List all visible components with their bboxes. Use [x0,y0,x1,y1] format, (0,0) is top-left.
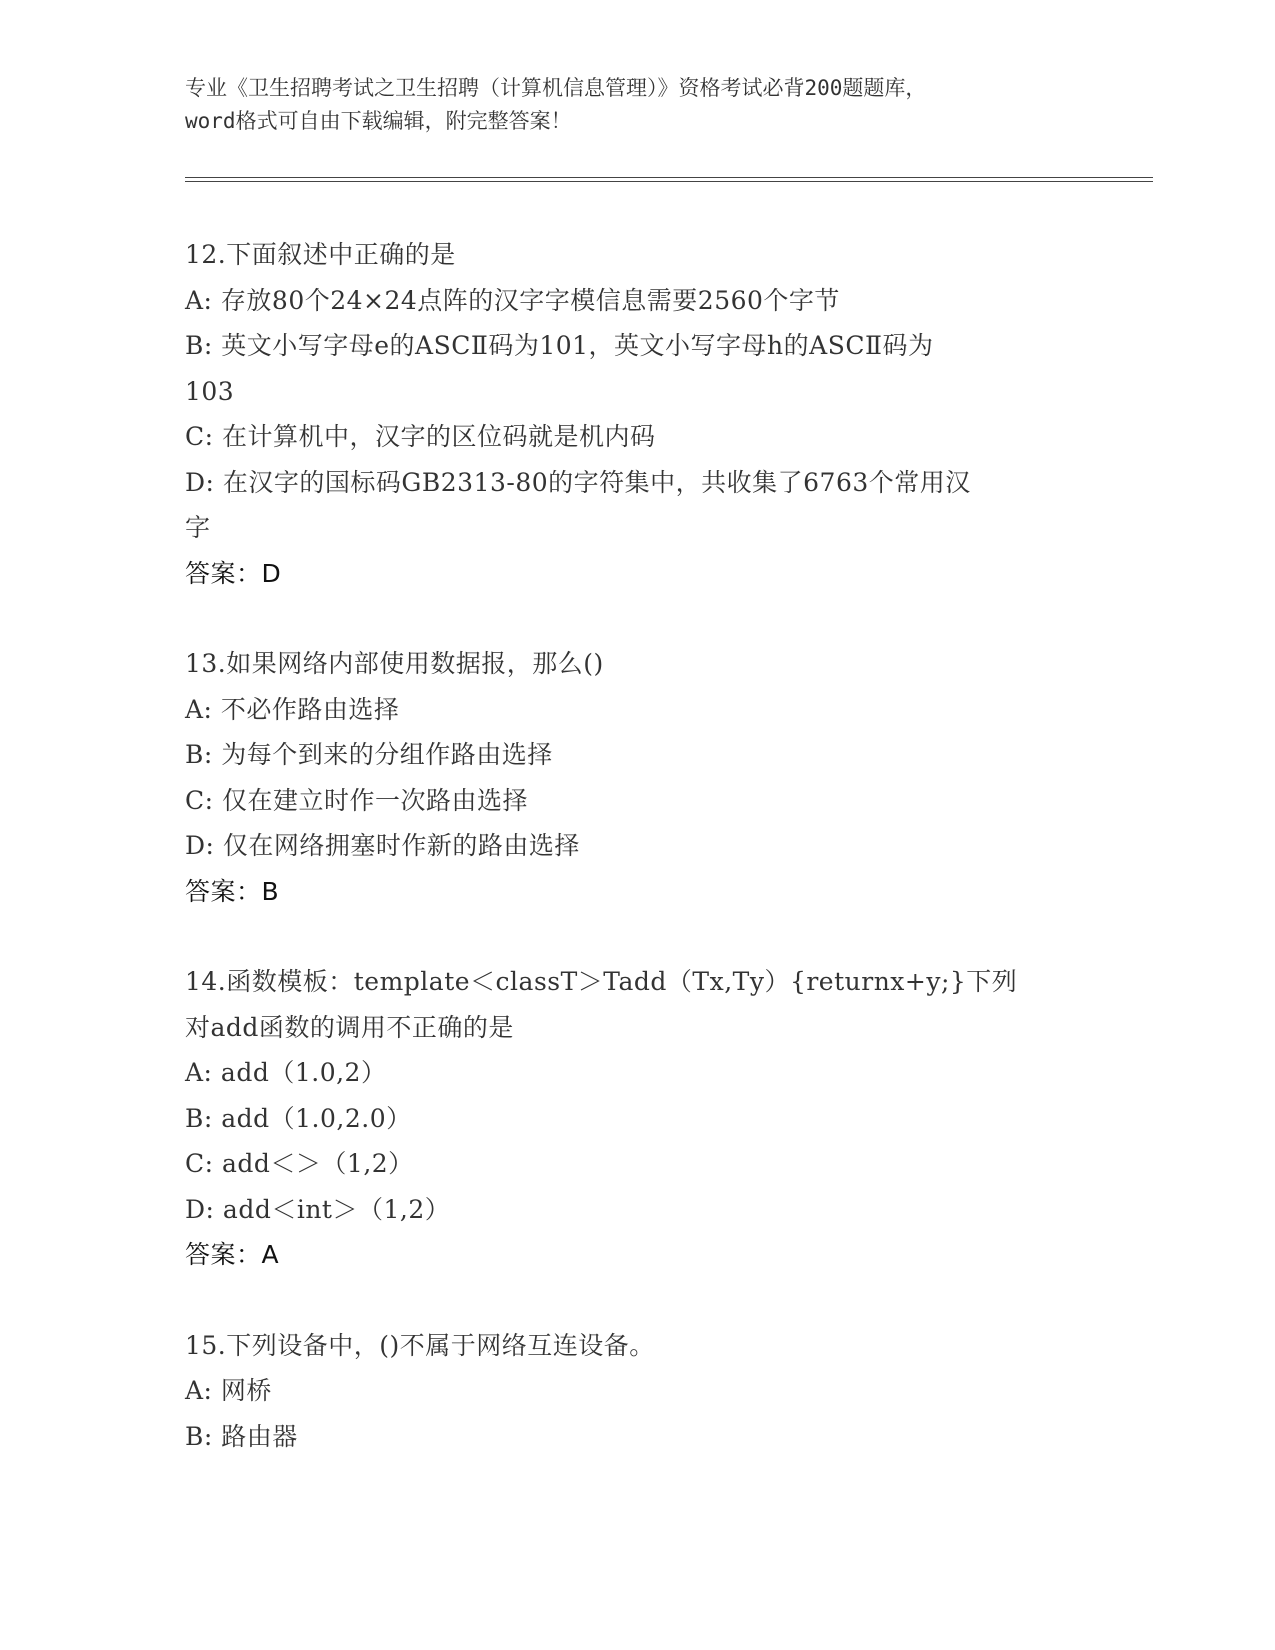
answer-option: D: 仅在网络拥塞时作新的路由选择 [185,831,580,860]
question-list [185,232,1085,1504]
answer-option: C: 仅在建立时作一次路由选择 [185,785,528,815]
header-divider-top [185,177,1153,178]
question-stem: 对add函数的调用不正确的是 [185,1012,514,1042]
question-block [185,232,1085,596]
answer-option: A: add（1.0,2） [185,1058,387,1087]
question-stem: 14.函数模板：template＜classT＞Tadd（Tx,Ty）{returnx+y;}下列 [185,967,1018,996]
answer-option: B: add（1.0,2.0） [185,1103,412,1133]
answer-option: C: add＜＞（1,2） [185,1149,414,1178]
answer-key: 答案：B [185,876,280,906]
answer-option: B: 路由器 [185,1421,298,1451]
question-stem: 15.下列设备中，()不属于网络互连设备。 [185,1330,655,1360]
question-block [185,641,1085,914]
question-stem: 12.下面叙述中正确的是 [185,240,456,269]
answer-option: A: 网桥 [185,1376,272,1405]
answer-option: B: 为每个到来的分组作路由选择 [185,740,553,769]
question-block [185,959,1085,1278]
answer-option: B: 英文小写字母e的ASCⅡ码为101，英文小写字母h的ASCⅡ码为 [185,331,934,360]
answer-key: 答案：D [185,558,282,588]
question-stem: 13.如果网络内部使用数据报，那么() [185,649,604,678]
header-line-2: word格式可自由下载编辑，附完整答案！ [185,109,572,133]
answer-option: D: 在汉字的国标码GB2313-80的字符集中，共收集了6763个常用汉 [185,467,971,497]
answer-option: 字 [185,513,211,542]
answer-key: 答案：A [185,1240,280,1269]
answer-option: D: add＜int＞（1,2） [185,1194,451,1224]
document-header [185,72,1085,138]
header-divider-bottom [185,181,1153,182]
answer-option: 103 [185,376,235,406]
answer-option: C: 在计算机中，汉字的区位码就是机内码 [185,422,656,451]
header-line-1: 专业《卫生招聘考试之卫生招聘（计算机信息管理）》资格考试必背200题题库， [185,76,927,100]
answer-option: A: 不必作路由选择 [185,694,400,724]
answer-option: A: 存放80个24×24点阵的汉字字模信息需要2560个字节 [185,285,840,315]
question-block [185,1323,1085,1460]
